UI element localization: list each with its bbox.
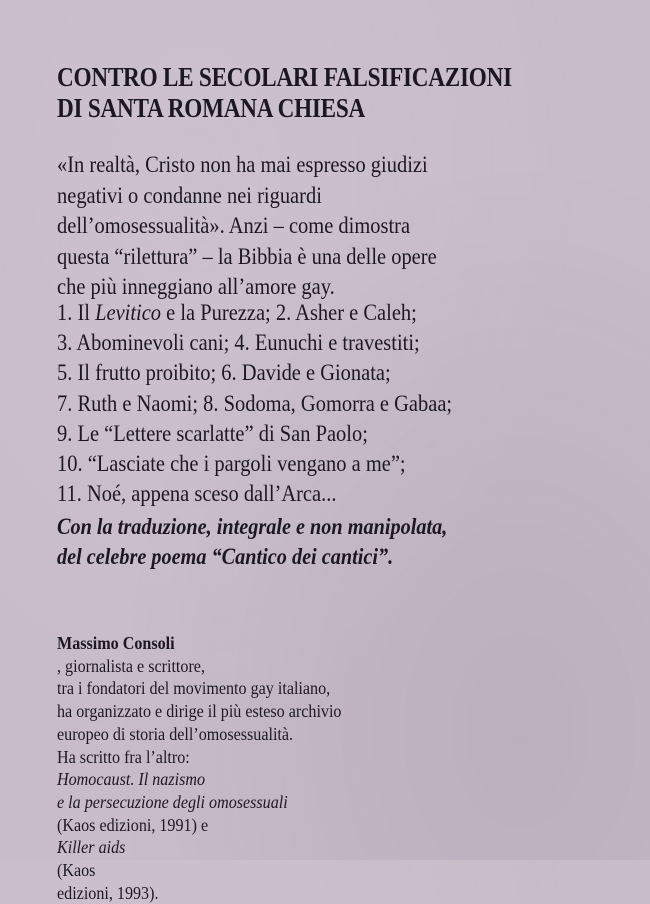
bio-line: europeo di storia dell’omosessualità.	[57, 723, 294, 744]
intro-quote	[57, 150, 609, 303]
title-line-2: DI SANTA ROMANA CHIESA	[57, 93, 366, 123]
bio-line	[57, 791, 341, 814]
chapter-text: 1. Il	[57, 300, 96, 325]
intro-line: dell’omosessualità». Anzi – come dimostra	[57, 213, 411, 238]
chapter-list-item: 9. Le “Lettere scarlatte” di San Paolo;	[57, 420, 368, 446]
chapter-text: e la Purezza; 2. Asher e Caleh;	[161, 300, 417, 325]
book-title: Homocaust. Il nazismo	[57, 769, 206, 790]
bio-text: Ha scritto fra l’altro:	[57, 746, 190, 767]
intro-line: negativi o condanne nei riguardi	[57, 182, 322, 208]
bio-text: , giornalista e scrittore,	[57, 655, 205, 676]
bio-line	[57, 632, 341, 677]
note-line: del celebre poema “Cantico dei cantici”.	[57, 544, 394, 569]
note-line: Con la traduzione, integrale e non manipolata,	[57, 514, 448, 539]
author-name: Massimo Consoli	[57, 633, 175, 653]
chapter-list-item: 7. Ruth e Naomi; 8. Sodoma, Gomorra e Gabaa;	[57, 390, 453, 416]
title-line-1: CONTRO LE SECOLARI FALSIFICAZIONI	[57, 62, 512, 92]
chapter-list-item: 10. “Lasciate che i pargoli vengano a me”;	[57, 451, 406, 477]
chapter-list-item: 5. Il frutto proibito; 6. Davide e Gionata;	[57, 360, 391, 386]
author-bio	[57, 632, 341, 904]
book-title: Killer aids	[57, 837, 126, 858]
intro-line: che più inneggiano all’amore gay.	[57, 274, 335, 299]
bio-text: (Kaos	[57, 860, 96, 881]
intro-line: questa “rilettura” – la Bibbia è una delle opere	[57, 243, 437, 269]
chapter-list-item	[57, 298, 627, 328]
chapter-list	[57, 298, 627, 509]
chapter-list-item: 3. Abominevoli cani; 4. Eunuchi e travestiti;	[57, 330, 420, 356]
page-title	[57, 62, 512, 124]
bio-line	[57, 746, 341, 791]
chapter-list-item: 11. Noé, appena sceso dall’Arca...	[57, 481, 337, 507]
bio-line: ha organizzato e dirige il più esteso archivio	[57, 701, 342, 722]
translation-note	[57, 512, 447, 572]
book-title: e la persecuzione degli omosessuali	[57, 791, 288, 812]
bio-line: tra i fondatori del movimento gay italiano,	[57, 678, 331, 699]
bio-line	[57, 814, 341, 882]
bio-text: (Kaos edizioni, 1991) e	[57, 814, 209, 835]
intro-line: «In realtà, Cristo non ha mai espresso giudizi	[57, 152, 428, 177]
bio-line: edizioni, 1993).	[57, 882, 159, 903]
chapter-title-italic: Levitico	[95, 300, 162, 325]
